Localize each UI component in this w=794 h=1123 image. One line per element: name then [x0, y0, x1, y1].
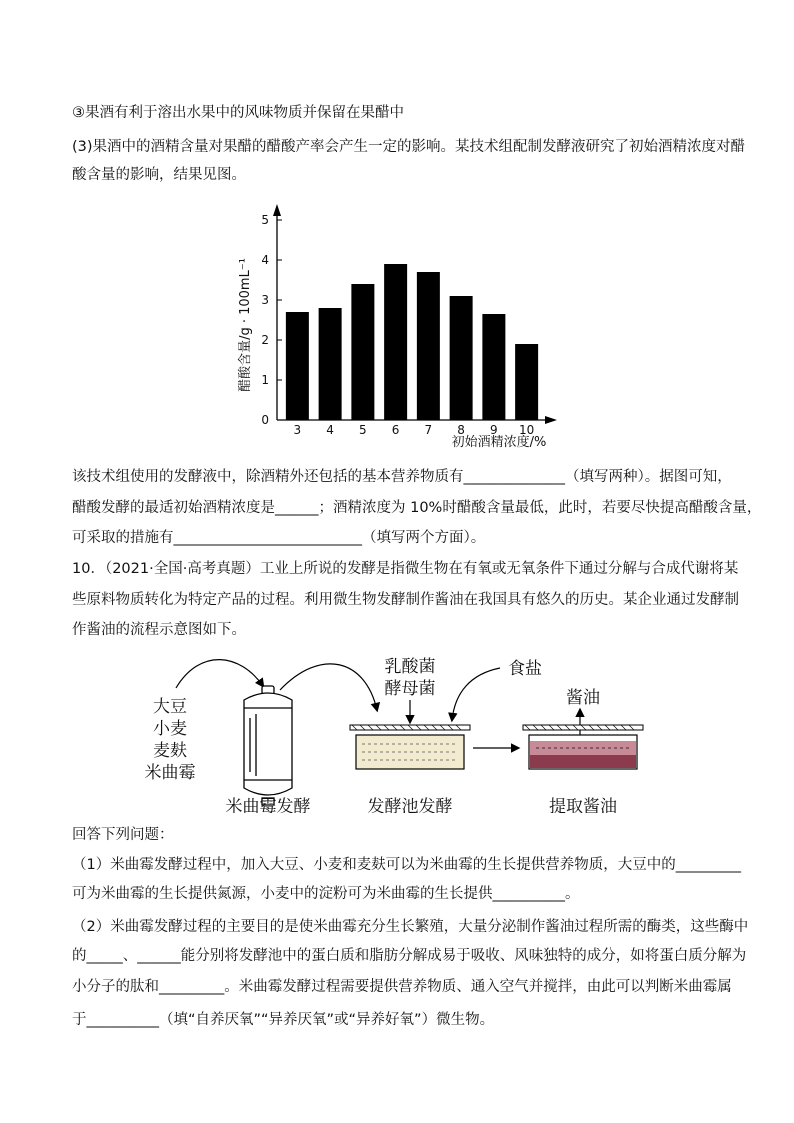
- x-tick-label: 6: [391, 423, 400, 437]
- y-tick-label: 4: [261, 253, 269, 267]
- stage-labels: [226, 797, 618, 813]
- arrow-salt: [452, 668, 500, 720]
- material-soybean: 大豆: [153, 697, 187, 717]
- soy-sauce-label: 酱油: [566, 688, 600, 708]
- material-wheat: 小麦: [153, 719, 187, 739]
- text-line: 醋酸发酵的最适初始酒精浓度是______；酒精浓度为 10%时醋酸含量最低，此时，若要尽快提高醋酸含量，: [72, 500, 762, 516]
- microbe-yeast: 酵母菌: [384, 679, 436, 699]
- bar-3: [286, 312, 309, 420]
- material-bran: 麦麸: [153, 741, 187, 761]
- stage-pool-caption: 发酵池发酵: [367, 797, 453, 813]
- text-line: 的_____、______能分别将发酵池中的蛋白质和脂肪分解成易于吸收、风味独特的成分，如将蛋白质分解为: [72, 948, 747, 964]
- raw-materials: [145, 697, 196, 783]
- text-line: 可采取的措施有__________________________（填写两个方面）。: [72, 530, 486, 546]
- bar-5: [351, 284, 374, 420]
- x-tick-label: 10: [518, 423, 535, 437]
- y-tick-label: 2: [261, 333, 269, 347]
- y-axis-label: 醋酸含量/g · 100mL⁻¹: [238, 258, 253, 392]
- text-line: 可为米曲霉的生长提供氮源，小麦中的淀粉可为米曲霉的生长提供__________。: [72, 886, 580, 902]
- x-tick-label: 5: [359, 423, 367, 437]
- text-line: (3)果酒中的酒精含量对果醋的醋酸产率会产生一定的影响。某技术组配制发酵液研究了初始酒精浓度对醋: [72, 139, 746, 155]
- x-tick-label: 9: [490, 423, 498, 437]
- stage-fermenter-caption: 米曲霉发酵: [225, 797, 311, 813]
- x-axis-arrow: [545, 416, 557, 424]
- text-line: 回答下列问题：: [72, 827, 174, 843]
- text-line: 小分子的肽和_________。米曲霉发酵过程需要提供营养物质、通入空气并搅拌，由此可以判断米曲霉属: [72, 979, 732, 995]
- fermenter-tank-icon: [244, 686, 292, 805]
- text-line: 10．（2021·全国·高考真题）工业上所说的发酵是指微生物在有氧或无氧条件下通过分解与合成代谢将某: [72, 561, 739, 577]
- text-line: 酸含量的影响，结果见图。: [72, 167, 246, 183]
- text-line: ③果酒有利于溶出水果中的风味物质并保留在果醋中: [72, 105, 404, 121]
- x-tick-label: 4: [326, 423, 334, 437]
- stage-extract-caption: 提取酱油: [549, 797, 617, 813]
- text-line: 作酱油的流程示意图如下。: [72, 622, 246, 638]
- bar-7: [417, 272, 440, 420]
- bar-8: [450, 296, 473, 420]
- text-line: 些原料物质转化为特定产品的过程。利用微生物发酵制作酱油在我国具有悠久的历史。某企业通过发酵制: [72, 592, 739, 608]
- salt-label: 食盐: [508, 659, 542, 679]
- y-tick-label: 1: [261, 373, 269, 387]
- microbes-label: [385, 657, 436, 699]
- y-tick-label: 3: [261, 293, 269, 307]
- x-axis-label: 初始酒精浓度/%: [451, 435, 547, 450]
- material-aspergillus: 米曲霉: [144, 763, 196, 783]
- x-tick-label: 7: [424, 423, 433, 437]
- bar-chart: [225, 200, 565, 450]
- y-tick-label: 5: [261, 213, 269, 227]
- text-line: （2）米曲霉发酵过程的主要目的是使米曲霉充分生长繁殖，大量分泌制作酱油过程所需的酶类，这些酶中: [72, 919, 749, 935]
- y-tick-label: 0: [261, 413, 269, 427]
- process-diagram: [140, 648, 660, 813]
- bar-9: [482, 314, 505, 420]
- fermentation-pool-icon: [350, 725, 470, 769]
- text-line: 于__________（填“自养厌氧”“异养厌氧”或“异养好氧”）微生物。: [72, 1012, 495, 1028]
- text-line: 该技术组使用的发酵液中，除酒精外还包括的基本营养物质有______________（填写两种）。据图可知，: [72, 469, 732, 485]
- bar-6: [384, 264, 407, 420]
- x-tick-label: 3: [293, 423, 302, 437]
- arrow-to-pool: [280, 664, 377, 710]
- bar-4: [319, 308, 342, 420]
- extraction-tank-icon: [523, 725, 643, 769]
- microbe-lactic: 乳酸菌: [384, 657, 436, 677]
- bar-10: [515, 344, 538, 420]
- x-tick-label: 8: [457, 423, 465, 437]
- text-line: （1）米曲霉发酵过程中，加入大豆、小麦和麦麸可以为米曲霉的生长提供营养物质，大豆中的_________: [72, 857, 741, 873]
- y-axis-arrow: [273, 204, 281, 216]
- arrow-to-fermenter: [176, 660, 263, 688]
